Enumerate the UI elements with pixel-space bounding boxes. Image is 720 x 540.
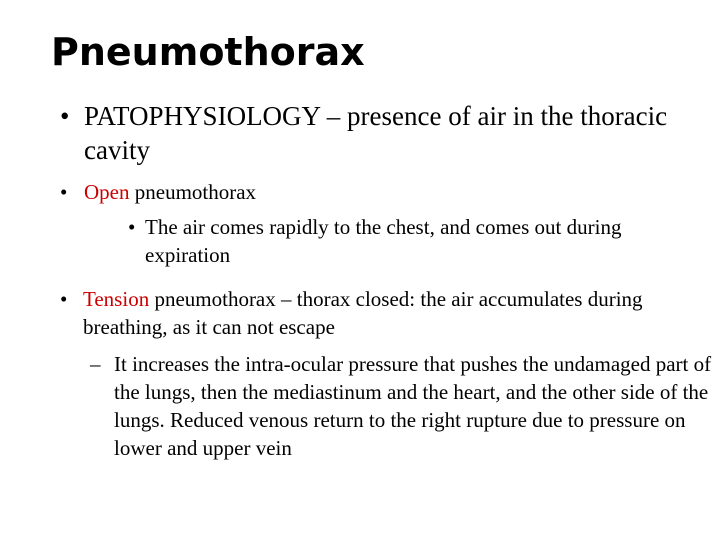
bullet-marker: • [60,180,68,204]
bullet-marker: • [60,287,68,311]
sub-bullet-open [128,213,708,269]
bullet-text: The air comes rapidly to the chest, and comes out during expiration [145,215,622,267]
bullet-pathophysiology [60,99,700,167]
bullet-marker: • [128,215,136,239]
bullet-tension-pneumothorax [60,285,700,341]
highlight-tension: Tension [83,287,150,311]
bullet-marker: • [60,101,70,131]
highlight-open: Open [84,180,130,204]
bullet-text [84,178,700,206]
dash-marker: – [90,352,101,376]
slide-title: Pneumothorax [51,30,365,74]
bullet-rest: pneumothorax [129,180,257,204]
bullet-open-pneumothorax [60,178,700,206]
bullet-text: It increases the intra-ocular pressure that pushes the undamaged part of the lungs, then the mediastinum and the heart, and the other side of the lungs. Reduced venous return to the right rupture due to pressure on lower and upper vein [114,352,712,460]
bullet-text: PATOPHYSIOLOGY – presence of air in the thoracic cavity [84,101,668,165]
sub-bullet-tension [90,350,715,462]
bullet-rest: pneumothorax – thorax closed: the air accumulates during breathing, as it can not escape [83,287,643,339]
bullet-text [83,285,700,341]
